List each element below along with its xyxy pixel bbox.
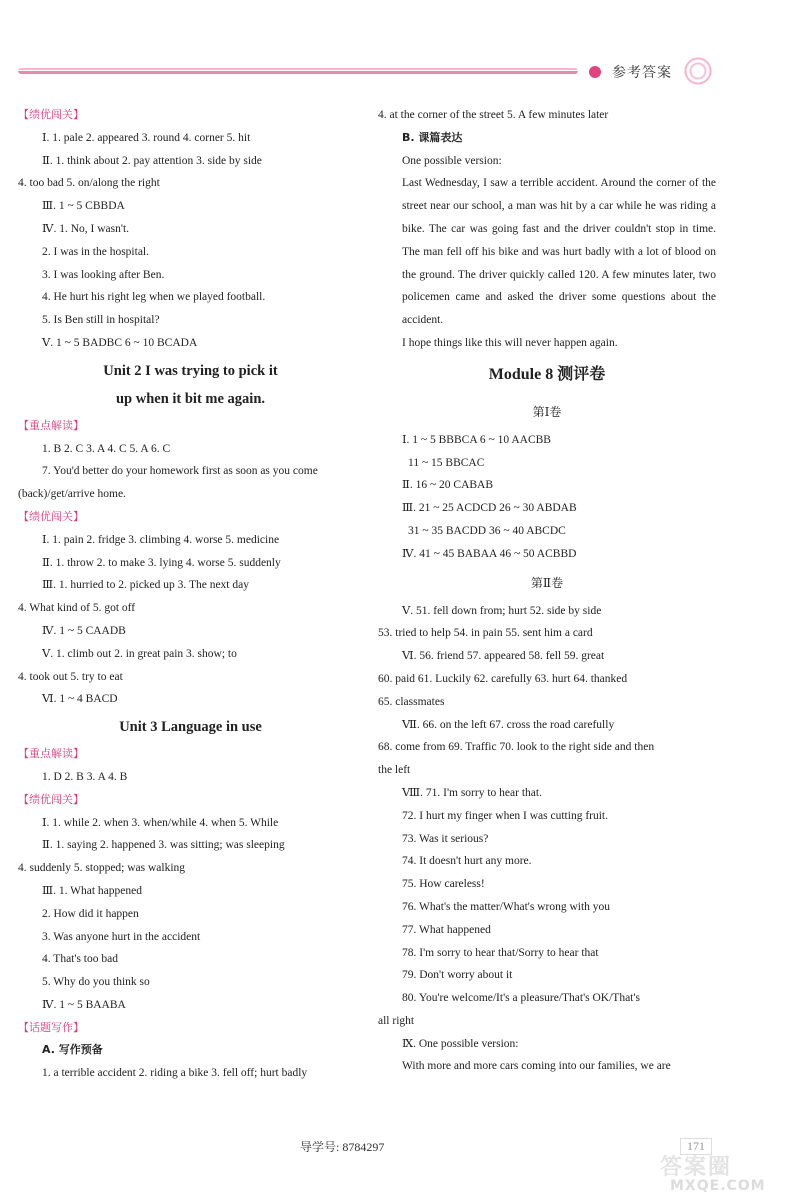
header-dot — [589, 66, 601, 78]
header-title: 参考答案 — [612, 66, 672, 81]
left-column — [18, 104, 363, 1085]
answer-line: Ⅰ. 1. pain 2. fridge 3. climbing 4. worse 5. medicine — [42, 533, 280, 546]
answer-line: With more and more cars coming into our families, we are — [402, 1060, 671, 1073]
answer-line: Ⅲ. 1. What happened — [42, 884, 142, 897]
subsection-title: A. 写作预备 — [42, 1043, 103, 1057]
answer-line: 77. What happened — [402, 923, 491, 936]
section-tag: 【绩优闯关】 — [18, 792, 84, 806]
paper-part-title: 第Ⅱ卷 — [530, 575, 564, 590]
module-title: Module 8 测评卷 — [488, 365, 606, 383]
answer-line: 4. That's too bad — [42, 953, 118, 966]
answer-line: 4. What kind of 5. got off — [18, 602, 136, 615]
flower-seal-icon — [678, 56, 718, 86]
section-tag: 【绩优闯关】 — [18, 509, 84, 523]
header-bar — [18, 68, 578, 74]
answer-line: Ⅴ. 51. fell down from; hurt 52. side by side — [402, 604, 602, 617]
section-tag: 【重点解读】 — [18, 747, 84, 761]
answer-line: 60. paid 61. Luckily 62. carefully 63. hurt 64. thanked — [378, 672, 628, 685]
essay-paragraph: Last Wednesday, I saw a terrible accident. Around the corner of the street near our school, a man was hit by a car while he was riding a bike. The car was going fast and the driver couldn't stop in time. The man fell off his bike and was hurt badly with a lot of blood on the ground. The driver quickly called 120. A few minutes later, two policemen came and asked the driver some questions about the accident. — [402, 177, 716, 327]
paper-part-title: 第Ⅰ卷 — [532, 404, 562, 419]
answer-line: Ⅲ. 1. hurried to 2. picked up 3. The next day — [42, 579, 249, 592]
answer-line: 11 ~ 15 BBCAC — [408, 456, 485, 469]
answer-line: Ⅱ. 16 ~ 20 CABAB — [402, 479, 494, 492]
section-tag: 【绩优闯关】 — [18, 108, 84, 121]
answer-line: 80. You're welcome/It's a pleasure/That's OK/That's — [402, 992, 640, 1005]
answer-line: 3. Was anyone hurt in the accident — [42, 930, 201, 943]
answer-line: 53. tried to help 54. in pain 55. sent him a card — [378, 627, 593, 640]
right-column — [378, 104, 716, 1078]
answer-line: 1. B 2. C 3. A 4. C 5. A 6. C — [42, 442, 171, 455]
answer-line: Ⅸ. One possible version: — [402, 1037, 519, 1050]
answer-line: Ⅴ. 1. climb out 2. in great pain 3. show; to — [42, 647, 237, 660]
answer-line: Ⅴ. 1 ~ 5 BADBC 6 ~ 10 BCADA — [42, 336, 198, 349]
answer-line: 4. took out 5. try to eat — [18, 670, 123, 683]
answer-line: 5. Is Ben still in hospital? — [42, 314, 160, 327]
answer-line: Ⅷ. 71. I'm sorry to hear that. — [402, 786, 542, 799]
answer-line: 73. Was it serious? — [402, 832, 489, 845]
answer-line: all right — [378, 1014, 415, 1027]
answer-line: the left — [378, 764, 411, 777]
answer-line: 1. a terrible accident 2. riding a bike 3. fell off; hurt badly — [42, 1067, 308, 1080]
answer-line: Ⅳ. 41 ~ 45 BABAA 46 ~ 50 ACBBD — [402, 547, 577, 560]
answer-line: 2. I was in the hospital. — [42, 245, 149, 258]
answer-line: Ⅲ. 1 ~ 5 CBBDA — [42, 200, 125, 213]
answer-line: 4. at the corner of the street 5. A few minutes later — [378, 109, 609, 121]
answer-line: 4. He hurt his right leg when we played football. — [42, 291, 266, 304]
answer-line: 4. too bad 5. on/along the right — [18, 177, 160, 190]
answer-line: Ⅱ. 1. saying 2. happened 3. was sitting; was sleeping — [42, 839, 285, 852]
answer-line: I hope things like this will never happen again. — [402, 336, 618, 349]
watermark: 答案圈 — [660, 1155, 733, 1180]
section-tag: 【话题写作】 — [18, 1020, 84, 1034]
answer-line: 68. come from 69. Traffic 70. look to the right side and then — [378, 741, 655, 754]
answer-line: 65. classmates — [378, 695, 445, 708]
answer-line: 3. I was looking after Ben. — [42, 268, 165, 281]
watermark-url: MXQE.COM — [670, 1178, 766, 1194]
answer-line: Ⅰ. 1 ~ 5 BBBCA 6 ~ 10 AACBB — [402, 433, 551, 446]
answer-line: Ⅱ. 1. think about 2. pay attention 3. side by side — [42, 154, 262, 167]
answer-line: 78. I'm sorry to hear that/Sorry to hear that — [402, 946, 599, 959]
answer-line: 1. D 2. B 3. A 4. B — [42, 770, 128, 783]
answer-line: Ⅰ. 1. while 2. when 3. when/while 4. when 5. While — [42, 816, 279, 829]
unit-title: Unit 3 Language in use — [119, 719, 262, 736]
answer-line: 76. What's the matter/What's wrong with you — [402, 900, 611, 913]
page-number: 171 — [680, 1138, 712, 1155]
answer-line: Ⅳ. 1 ~ 5 BAABA — [42, 998, 126, 1011]
answer-line: 79. Don't worry about it — [402, 969, 513, 982]
answer-line: Ⅵ. 1 ~ 4 BACD — [42, 693, 118, 706]
answer-line: 2. How did it happen — [42, 907, 139, 920]
unit-title: Unit 2 I was trying to pick it — [103, 362, 278, 379]
answer-line: 75. How careless! — [402, 878, 485, 891]
answer-line: Ⅲ. 21 ~ 25 ACDCD 26 ~ 30 ABDAB — [402, 502, 577, 515]
answer-line: 31 ~ 35 BACDD 36 ~ 40 ABCDC — [408, 524, 566, 537]
answer-line: One possible version: — [402, 154, 502, 167]
answer-line: 5. Why do you think so — [42, 976, 150, 989]
answer-line: Ⅱ. 1. throw 2. to make 3. lying 4. worse 5. suddenly — [42, 556, 281, 569]
answer-line: Ⅳ. 1 ~ 5 CAADB — [42, 624, 126, 637]
answer-line: 7. You'd better do your homework first as soon as you come — [42, 465, 318, 478]
answer-line: Ⅰ. 1. pale 2. appeared 3. round 4. corner 5. hit — [42, 131, 251, 144]
guide-number: 导学号: 8784297 — [300, 1140, 385, 1154]
answer-line: 4. suddenly 5. stopped; was walking — [18, 862, 186, 875]
subsection-title: B. 课篇表达 — [402, 130, 463, 144]
answer-line: (back)/get/arrive home. — [18, 488, 126, 501]
answer-line: Ⅵ. 56. friend 57. appeared 58. fell 59. great — [402, 650, 605, 663]
answer-line: 74. It doesn't hurt any more. — [402, 855, 532, 868]
answer-line: Ⅳ. 1. No, I wasn't. — [42, 222, 130, 235]
unit-title: up when it bit me again. — [115, 390, 266, 407]
section-tag: 【重点解读】 — [18, 418, 84, 432]
answer-line: Ⅶ. 66. on the left 67. cross the road carefully — [402, 718, 615, 731]
answer-line: 72. I hurt my finger when I was cutting fruit. — [402, 809, 608, 822]
